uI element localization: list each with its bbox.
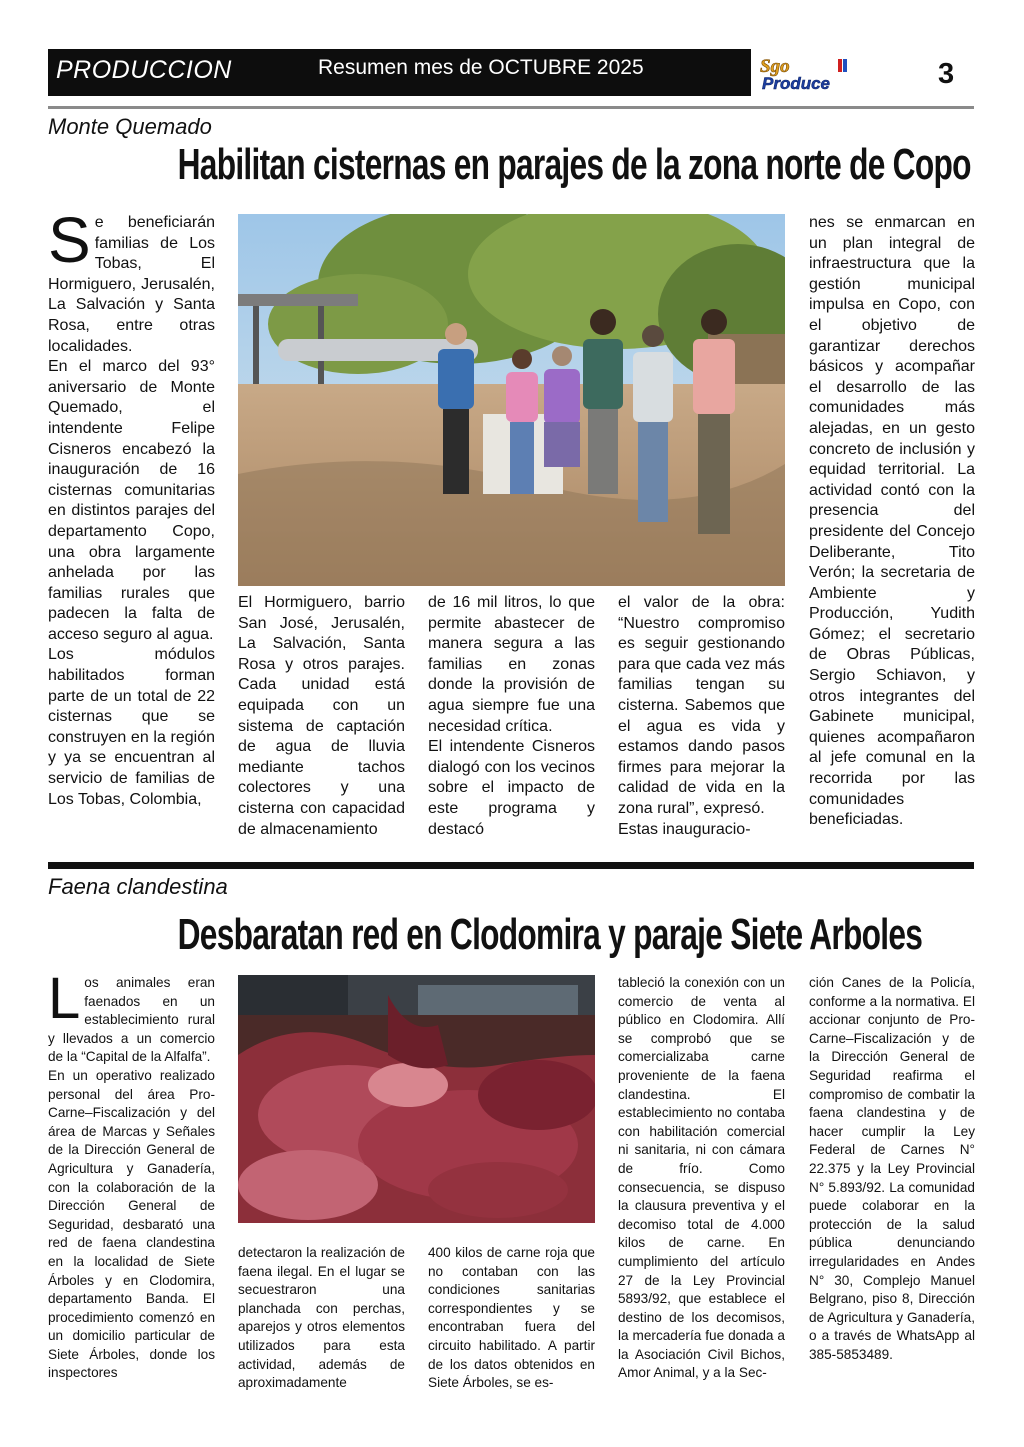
page-number: 3: [938, 58, 955, 90]
article2-paragraph: En un operativo realizado personal del área Pro-Carne–Fiscalización y del área de Marcas y Señales de la Dirección General de Agricultura y Ganadería, con la colaboración de la Dirección General de Seguridad, desbarató una red de faena clandestina en la localidad de Siete Árboles y en Clodomira, departamento Banda. El procedimiento comenzó en un domicilio particular de Siete Árboles, donde los inspectores: [48, 1067, 215, 1381]
article1-column-3: [428, 593, 595, 838]
article2-dropcap: L: [48, 974, 81, 1031]
article1-paragraph: Los módulos habilitados forman parte de un total de 22 cisternas que se construyen en la región y ya se encuentran al servicio de familias de Los Tobas, Colombia,: [48, 646, 215, 808]
article2-column-2: detectaron la realización de faena ilegal. En el lugar se secuestraron una planchada con perchas, aparejos y otros elementos utilizados para esta actividad, además de aproximadamente: [238, 1245, 405, 1391]
section-title: PRODUCCION: [56, 56, 232, 84]
article1-paragraph: En el marco del 93° aniversario de Monte Quemado, el intendente Felipe Cisneros encabezó la inauguración de 16 cisternas comunitarias en distintos parajes del departamento Copo, una obra largamente anhelada por las familias rurales que padecen la falta de acceso seguro al agua.: [48, 358, 215, 643]
article2-lead: os animales eran faenados en un establecimiento rural y llevados a un comercio de la “Capital de la Alfalfa”.: [48, 975, 215, 1065]
article2-column-5: ción Canes de la Policía, conforme a la normativa. El accionar conjunto de Pro-Carne–Fiscalización y de la Dirección General de Seguridad reafirma el compromiso de combatir la faena clandestina y de hacer cumplir la Ley Federal de Carnes N° 22.375 y la Ley Provincial N° 5.893/92. La comunidad puede colaborar en la protección de la salud pública denunciando irregularidades en Andes N° 30, Complejo Manuel Belgrano, piso 8, Dirección de Agricultura y Ganadería, o a través de WhatsApp al 385-5853489.: [809, 975, 975, 1362]
article2-headline: Desbaratan red en Clodomira y paraje Siete Arboles: [177, 910, 923, 959]
article1-paragraph: el valor de la obra: “Nuestro compromiso es seguir gestionando para que cada vez más familias tengan su cisterna. Sabemos que el agua es vida y estamos dando pasos firmes para mejorar la calidad de vida en la zona rural”, expresó.: [618, 594, 785, 817]
article2-column-1: [48, 974, 215, 1394]
logo-text-produce: Produce: [762, 74, 831, 93]
article1-kicker: Monte Quemado: [48, 114, 212, 139]
sgo-produce-logo: [758, 55, 903, 93]
article2-photo: [238, 975, 595, 1223]
article2-kicker: Faena clandestina: [48, 874, 228, 899]
article1-lead: e beneficiarán familias de Los Tobas, El Hormiguero, Jerusalén, La Salvación y Santa Rosa, entre otras localidades.: [48, 214, 215, 355]
article1-column-4: [618, 593, 785, 838]
article1-column-5: nes se enmarcan en un plan integral de infraestructura que la gestión municipal impulsa en Copo, con el objetivo de garantizar derechos básicos y acompañar el desarrollo de las comunidades más alejadas, en un gesto concreto de inclusión y equidad territorial. La actividad contó con la presencia del presidente del Concejo Deliberante, Tito Verón; la secretaria de Ambiente y Producción, Yudith Gómez; el secretario de Obras Públicas, Sergio Schiavon, y otros integrantes del Gabinete municipal, quienes acompañaron al jefe comunal en la recorrida por las comunidades beneficiadas.: [809, 214, 975, 829]
article2-column-4: tableció la conexión con un comercio de venta al público en Clodomira. Allí se comprobó que se comercializaba carne proveniente de la faena clandestina. El establecimiento no contaba con habilitación comercial ni sanitaria, ni con cámara de frío. Como consecuencia, se dispuso la clausura preventiva y el decomiso total de 4.000 kilos de carne. En cumplimiento del artículo 27 de la Ley Provincial 5893/92, que establece el destino de los decomisos, la mercadería fue donada a la Asociación Civil Bichos, Amor Animal, y a la Sec-: [618, 975, 785, 1381]
article1-headline: Habilitan cisternas en parajes de la zona norte de Copo: [177, 140, 971, 189]
issue-summary: Resumen mes de OCTUBRE 2025: [318, 56, 644, 79]
article1-column-1: [48, 213, 215, 835]
article1-column-2: El Hormiguero, barrio San José, Jerusalén, La Salvación, Santa Rosa y otros parajes. Cada unidad está equipada con un sistema de captación de agua de lluvia mediante tachos colectores y una cisterna con capacidad de almacenamiento: [238, 594, 405, 838]
header-rule: [48, 106, 974, 109]
article1-paragraph: Estas inauguracio-: [618, 820, 751, 838]
logo-text-sgo: Sgo: [760, 56, 790, 77]
article2-column-3: 400 kilos de carne roja que no contaban con las condiciones sanitarias correspondientes y se encontraban fuera del circuito habilitado. A partir de los datos obtenidos en Siete Árboles, se es-: [428, 1245, 595, 1391]
article1-dropcap: S: [48, 213, 91, 276]
article1-photo: [238, 214, 785, 586]
article1-paragraph: de 16 mil litros, lo que permite abastecer de manera segura a las familias en zonas donde la provisión de agua siempre fue una necesidad crítica.: [428, 594, 595, 735]
article-separator: [48, 862, 974, 869]
article1-paragraph: El intendente Cisneros dialogó con los vecinos sobre el impacto de este programa y destacó: [428, 738, 595, 838]
